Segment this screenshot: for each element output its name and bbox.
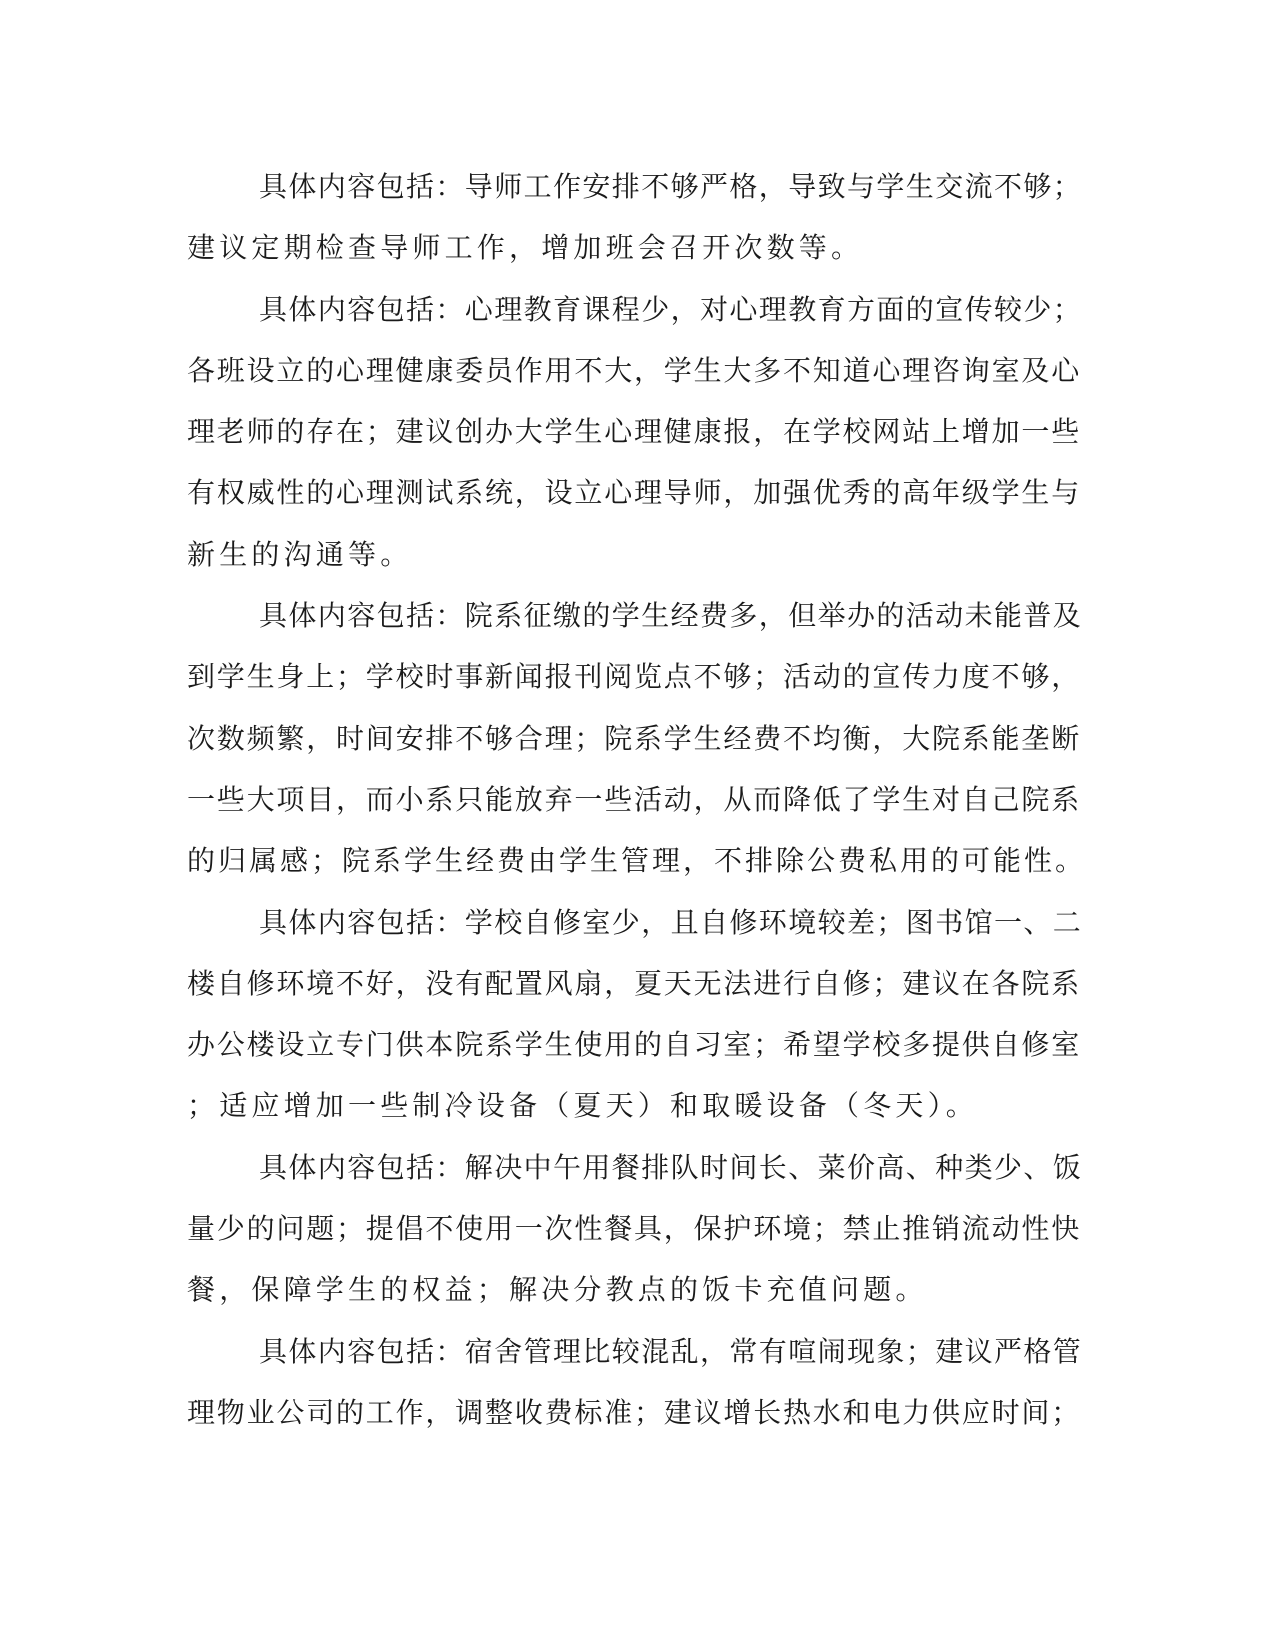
paragraph-2-line-3: 理老师的存在；建议创办大学生心理健康报，在学校网站上增加一些 (187, 415, 1082, 449)
paragraph-4-line-1: 具体内容包括：学校自修室少，且自修环境较差；图书馆一、二 (259, 905, 1083, 939)
paragraph-4-line-2: 楼自修环境不好，没有配置风扇，夏天无法进行自修；建议在各院系 (187, 966, 1082, 1000)
paragraph-2-line-2: 各班设立的心理健康委员作用不大，学生大多不知道心理咨询室及心 (187, 353, 1082, 387)
paragraph-3-line-2: 到学生身上；学校时事新闻报刊阅览点不够；活动的宣传力度不够， (187, 660, 1082, 694)
paragraph-3-line-3: 次数频繁，时间安排不够合理；院系学生经费不均衡，大院系能垄断 (187, 721, 1082, 755)
paragraph-3-line-4: 一些大项目，而小系只能放弃一些活动，从而降低了学生对自己院系 (187, 782, 1082, 816)
paragraph-2-line-4: 有权威性的心理测试系统，设立心理导师，加强优秀的高年级学生与 (187, 476, 1082, 510)
paragraph-5-line-1: 具体内容包括：解决中午用餐排队时间长、菜价高、种类少、饭 (259, 1150, 1083, 1184)
paragraph-1-line-1: 具体内容包括：导师工作安排不够严格，导致与学生交流不够； (259, 170, 1083, 203)
paragraph-2-line-5: 新生的沟通等。 (187, 537, 413, 571)
paragraph-5-line-2: 量少的问题；提倡不使用一次性餐具，保护环境；禁止推销流动性快 (187, 1212, 1082, 1246)
paragraph-5-line-3: 餐，保障学生的权益；解决分教点的饭卡充值问题。 (187, 1273, 928, 1307)
paragraph-2-line-1: 具体内容包括：心理教育课程少，对心理教育方面的宣传较少； (259, 292, 1083, 326)
paragraph-3-line-5: 的归属感；院系学生经费由学生管理，不排除公费私用的可能性。 (187, 844, 1087, 878)
paragraph-6-line-1: 具体内容包括：宿舍管理比较混乱，常有喧闹现象；建议严格管 (259, 1334, 1083, 1368)
document-body (187, 156, 1087, 1443)
paragraph-3-line-1: 具体内容包括：院系征缴的学生经费多，但举办的活动未能普及 (259, 599, 1083, 633)
paragraph-4-line-4: ；适应增加一些制冷设备（夏天）和取暖设备（冬天）。 (187, 1089, 979, 1123)
paragraph-6-line-2: 理物业公司的工作，调整收费标准；建议增长热水和电力供应时间； (187, 1395, 1082, 1429)
paragraph-1-line-2: 建议定期检查导师工作，增加班会召开次数等。 (187, 231, 864, 265)
paragraph-4-line-3: 办公楼设立专门供本院系学生使用的自习室；希望学校多提供自修室 (187, 1028, 1082, 1062)
